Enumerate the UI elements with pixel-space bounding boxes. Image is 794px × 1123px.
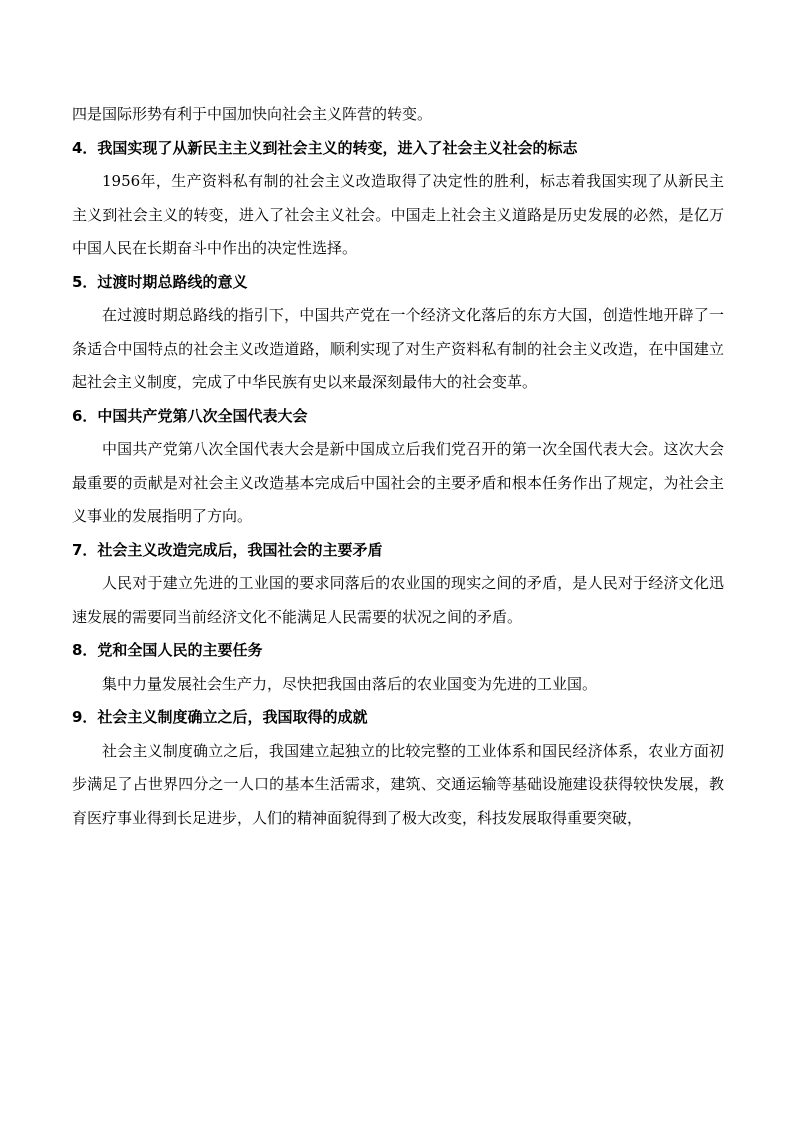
section-heading-5: 5．过渡时期总路线的意义 [72, 272, 248, 291]
section-body-9: 社会主义制度确立之后，我国建立起独立的比较完整的工业体系和国民经济体系，农业方面初步满足了占世界四分之一人口的基本生活需求，建筑、交通运输等基础设施建设获得较快发展，教育医疗事业得到长足进步，人们的精神面貌得到了极大改变，科技发展取得重要突破， [72, 741, 724, 827]
section-body-8: 集中力量发展社会生产力，尽快把我国由落后的农业国变为先进的工业国。 [102, 674, 598, 693]
section-heading-7: 7．社会主义改造完成后，我国社会的主要矛盾 [72, 540, 383, 559]
section-heading-6: 6．中国共产党第八次全国代表大会 [72, 406, 308, 425]
section-body-4: 1956年，生产资料私有制的社会主义改造取得了决定性的胜利，标志着我国实现了从新民主主义到社会主义的转变，进入了社会主义社会。中国走上社会主义道路是历史发展的必然，是亿万中国人民在长期奋斗中作出的决定性选择。 [72, 172, 724, 257]
section-heading-8: 8．党和全国人民的主要任务 [72, 641, 263, 659]
section-heading-4: 4．我国实现了从新民主主义到社会主义的转变，进入了社会主义社会的标志 [72, 138, 578, 157]
intro-paragraph: 四是国际形势有利于中国加快向社会主义阵营的转变。 [72, 105, 433, 123]
section-heading-9: 9．社会主义制度确立之后，我国取得的成就 [72, 708, 368, 726]
document-page [72, 98, 724, 835]
section-body-7: 人民对于建立先进的工业国的要求同落后的农业国的现实之间的矛盾，是人民对于经济文化迅速发展的需要同当前经济文化不能满足人民需要的状况之间的矛盾。 [72, 574, 724, 626]
section-body-5: 在过渡时期总路线的指引下，中国共产党在一个经济文化落后的东方大国，创造性地开辟了一条适合中国特点的社会主义改造道路，顺利实现了对生产资料私有制的社会主义改造，在中国建立起社会主义制度，完成了中华民族有史以来最深刻最伟大的社会变革。 [72, 306, 724, 391]
section-body-6: 中国共产党第八次全国代表大会是新中国成立后我们党召开的第一次全国代表大会。这次大会最重要的贡献是对社会主义改造基本完成后中国社会的主要矛盾和根本任务作出了规定，为社会主义事业的发展指明了方向。 [72, 440, 724, 525]
